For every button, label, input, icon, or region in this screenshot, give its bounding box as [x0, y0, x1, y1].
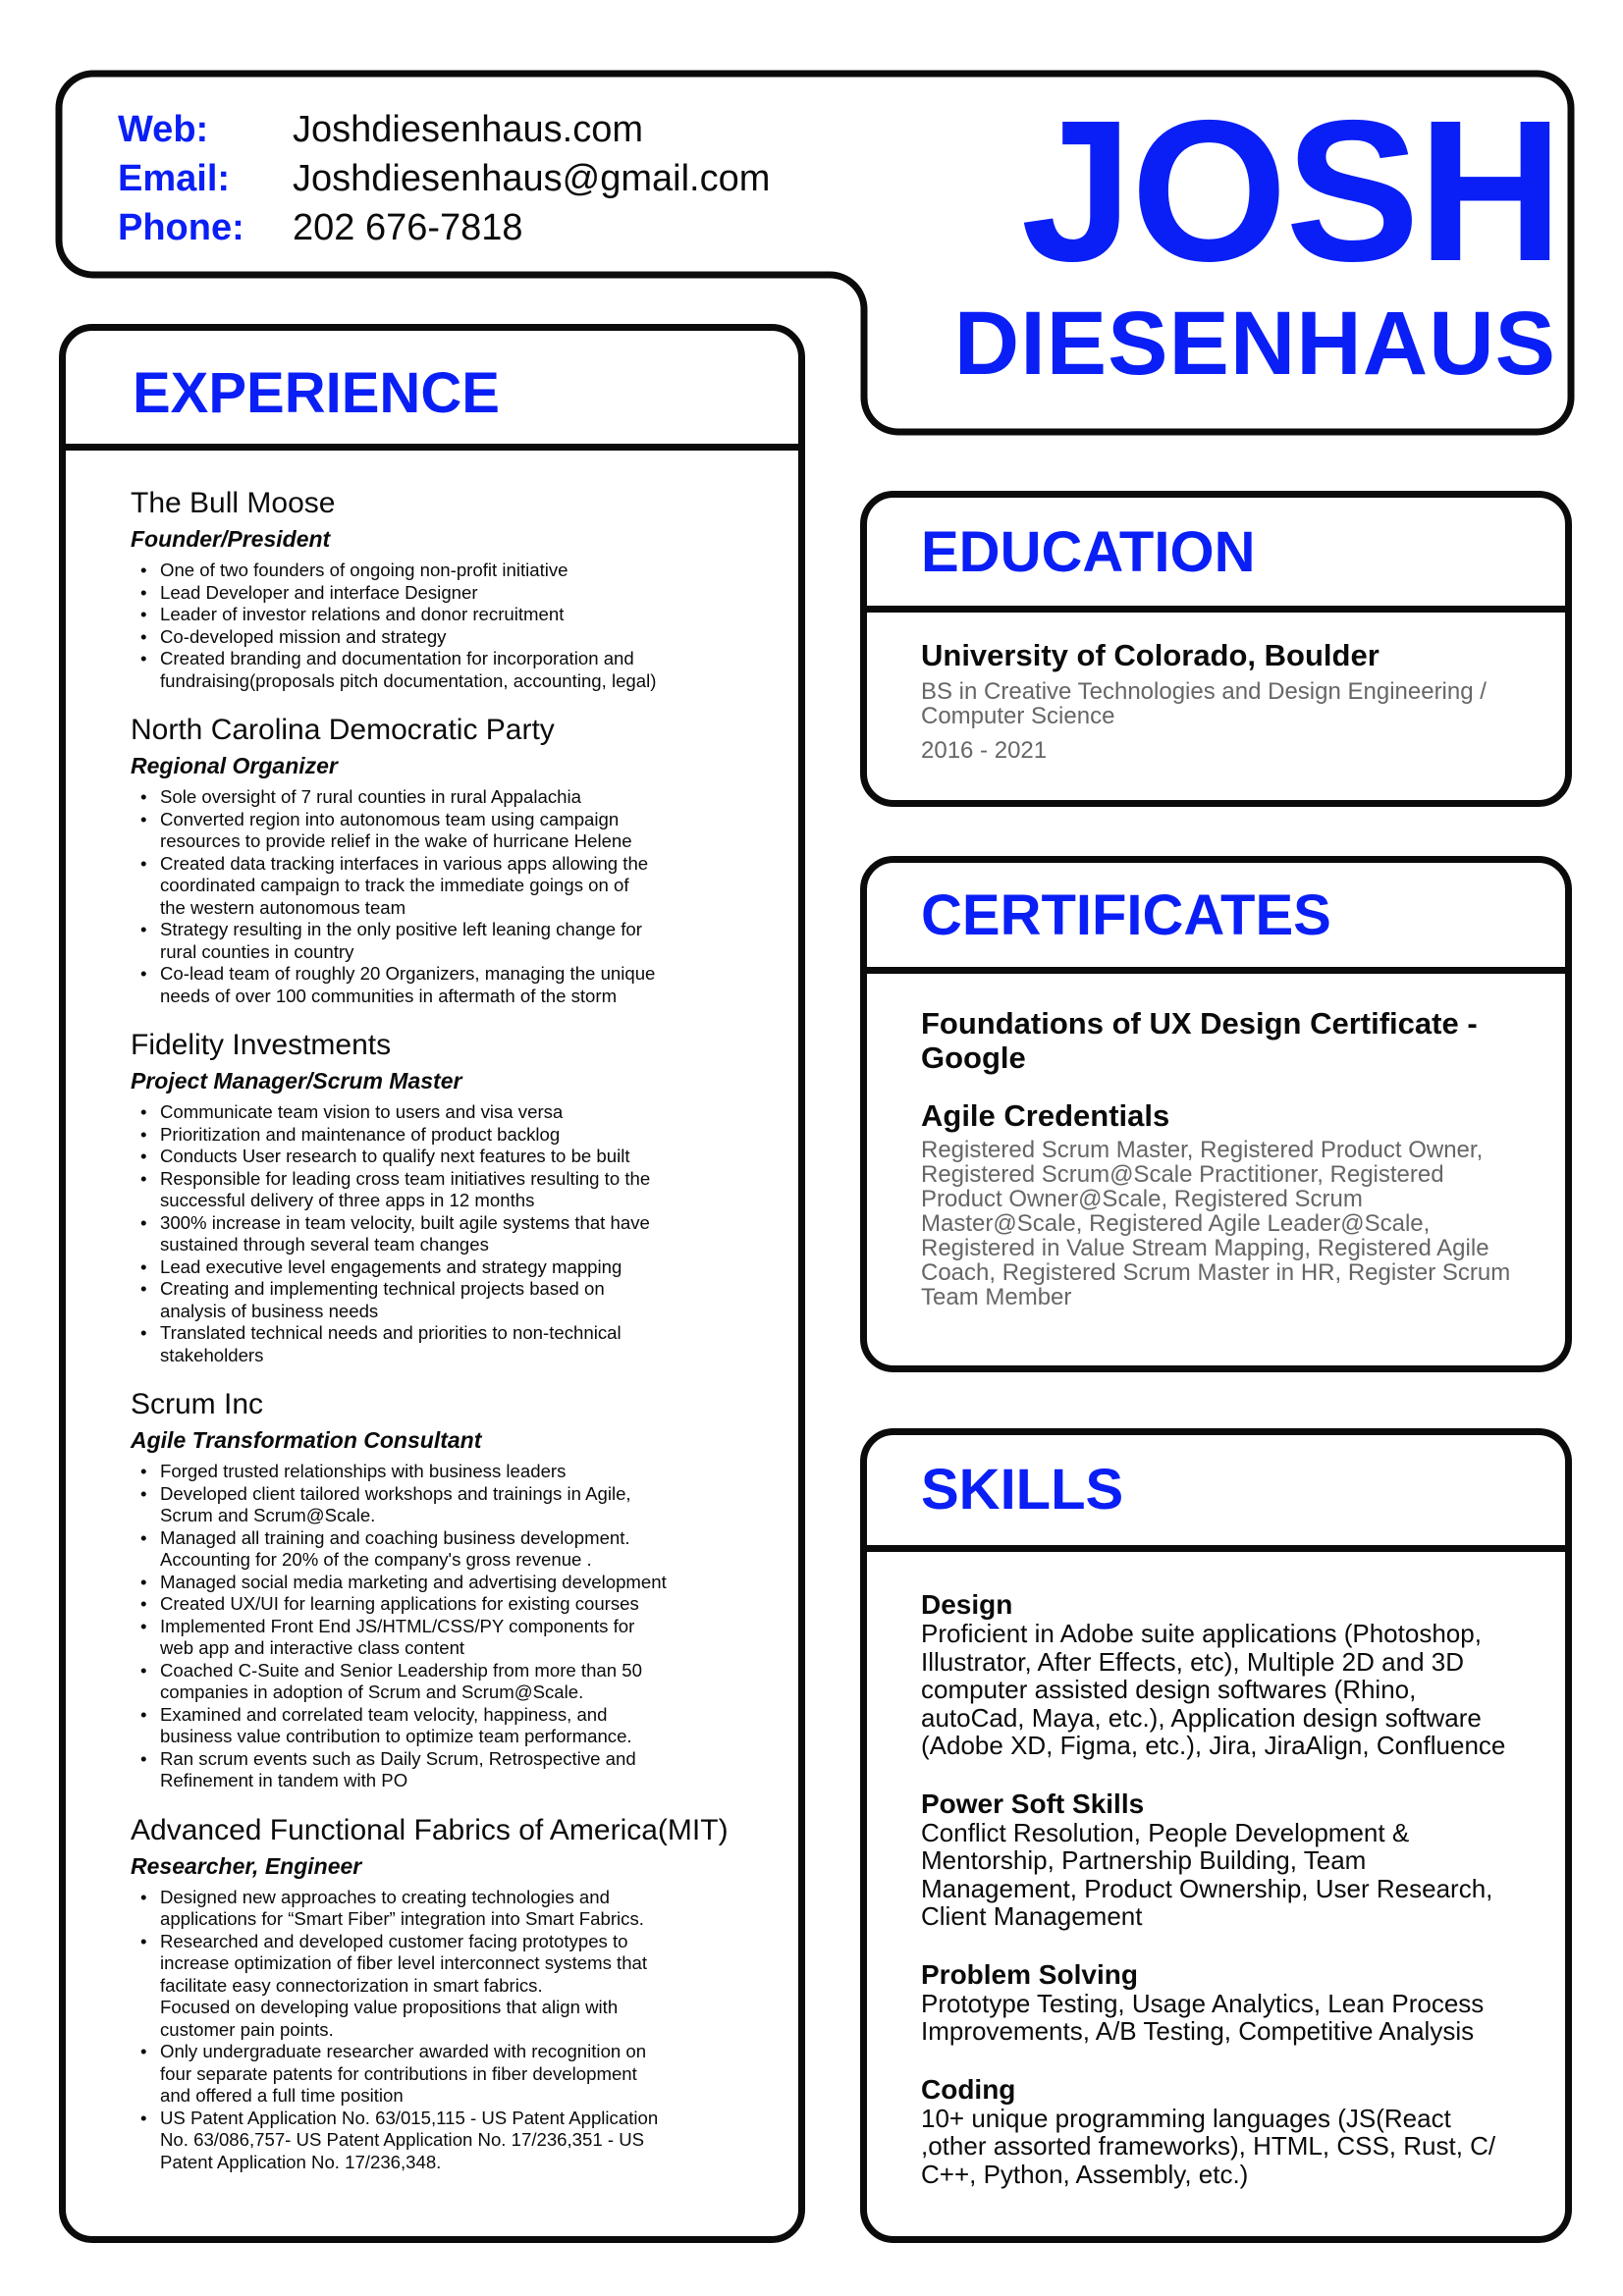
job-bullet: • Researched and developed customer facing prototypes to increase optimization of fiber level interconnect systems that facilitate easy connectorization in smart fabrics. Focused on developing value propositions that align with customer pain points. — [131, 1931, 798, 2042]
job-bullet: • Designed new approaches to creating technologies and applications for “Smart Fiber” integration into Smart Fabrics. — [131, 1887, 798, 1931]
degree: BS in Creative Technologies and Design Engineering / Computer Science — [921, 678, 1487, 729]
certificates-title: CERTIFICATES — [921, 883, 1331, 947]
job-company: North Carolina Democratic Party — [131, 714, 555, 746]
job-bullet: • Only undergraduate researcher awarded with recognition on four separate patents for contributions in fiber development and offered a full time position — [131, 2041, 798, 2108]
education-header — [867, 498, 1565, 613]
cert-ux-google: Foundations of UX Design Certificate - Google — [921, 1006, 1478, 1075]
job-bullet: • Created UX/UI for learning applications for existing courses — [131, 1593, 798, 1616]
job-role: Project Manager/Scrum Master — [131, 1068, 462, 1094]
job-bullet: • Managed social media marketing and advertising development — [131, 1572, 798, 1594]
job-bullet: • Lead executive level engagements and strategy mapping — [131, 1256, 798, 1279]
job-bullet: • US Patent Application No. 63/015,115 - US Patent Application No. 63/086,757- US Patent Application No. 17/236,351 - US Patent Application No. 17/236,348. — [131, 2108, 798, 2174]
experience-header — [66, 331, 798, 451]
name-first: JOSH — [1020, 79, 1561, 303]
skill-head: Coding — [921, 2073, 1016, 2105]
job-bullet: • Lead Developer and interface Designer — [131, 582, 798, 605]
job-bullets — [131, 1101, 798, 1366]
web-link[interactable]: Joshdiesenhaus.com — [293, 109, 643, 150]
job-bullet: • Leader of investor relations and donor recruitment — [131, 604, 798, 626]
job-bullets — [131, 560, 798, 692]
job-company: Scrum Inc — [131, 1388, 264, 1420]
job-bullets — [131, 1887, 798, 2174]
education-title: EDUCATION — [921, 520, 1256, 584]
job-bullets — [131, 786, 798, 1007]
job-bullet: • Examined and correlated team velocity, happiness, and business value contribution to optimize team performance. — [131, 1704, 798, 1748]
skill-head: Power Soft Skills — [921, 1788, 1145, 1819]
job-company: The Bull Moose — [131, 487, 336, 519]
skills-panel — [860, 1428, 1572, 2243]
skill-problem-solving — [921, 1960, 1549, 2046]
job-company: Fidelity Investments — [131, 1029, 392, 1061]
job-bullet: • Conducts User research to qualify next features to be built — [131, 1146, 798, 1168]
skill-head: Design — [921, 1589, 1013, 1620]
certificates-header — [867, 863, 1565, 974]
job-entry — [131, 1812, 798, 2174]
skill-design — [921, 1590, 1549, 1760]
experience-list — [131, 485, 798, 2189]
certificates-panel — [860, 856, 1572, 1372]
phone-number[interactable]: 202 676-7818 — [293, 207, 523, 248]
years: 2016 - 2021 — [921, 737, 1048, 764]
skill-body: Conflict Resolution, People Development & Mentorship, Partnership Building, Team Management, Product Ownership, User Research, Client Management — [921, 1817, 1493, 1931]
job-role: Founder/President — [131, 526, 331, 552]
skills-body — [921, 1590, 1549, 2217]
skill-body: 10+ unique programming languages (JS(React ,other assorted frameworks), HTML, CSS, Rust, C/ C++, Python, Assembly, etc.) — [921, 2103, 1496, 2189]
job-entry — [131, 485, 798, 692]
education-panel — [860, 491, 1572, 807]
email-link[interactable]: Joshdiesenhaus@gmail.com — [293, 158, 771, 199]
email-label: Email: — [118, 158, 231, 199]
job-bullet: • Created data tracking interfaces in various apps allowing the coordinated campaign to track the immediate goings on of the western autonomous team — [131, 853, 798, 920]
skill-head: Problem Solving — [921, 1958, 1138, 1990]
job-bullet: • Implemented Front End JS/HTML/CSS/PY components for web app and interactive class content — [131, 1616, 798, 1660]
job-role: Researcher, Engineer — [131, 1852, 362, 1879]
web-label: Web: — [118, 109, 209, 150]
cert-agile-title: Agile Credentials — [921, 1098, 1170, 1133]
experience-title: EXPERIENCE — [133, 361, 500, 425]
skill-coding — [921, 2075, 1549, 2189]
job-bullet: • Responsible for leading cross team initiatives resulting to the successful delivery of three apps in 12 months — [131, 1168, 798, 1212]
job-entry — [131, 1027, 798, 1366]
job-bullet: • Communicate team vision to users and visa versa — [131, 1101, 798, 1124]
job-role: Agile Transformation Consultant — [131, 1427, 482, 1453]
skill-body: Proficient in Adobe suite applications (Photoshop, Illustrator, After Effects, etc), Multiple 2D and 3D computer assisted design softwares (Rhino, autoCad, Maya, etc.), Application design software (Adobe XD, Figma, etc.), Jira, JiraAlign, Confluence — [921, 1619, 1506, 1760]
job-bullet: • Coached C-Suite and Senior Leadership from more than 50 companies in adoption of Scrum and Scrum@Scale. — [131, 1660, 798, 1704]
job-bullet: • Forged trusted relationships with business leaders — [131, 1461, 798, 1483]
skill-body: Prototype Testing, Usage Analytics, Lean Process Improvements, A/B Testing, Competitive Analysis — [921, 1988, 1485, 2046]
job-bullet: • Prioritization and maintenance of product backlog — [131, 1124, 798, 1147]
skill-soft — [921, 1789, 1549, 1931]
education-body — [921, 638, 1549, 763]
phone-label: Phone: — [118, 207, 244, 248]
job-bullet: • One of two founders of ongoing non-profit initiative — [131, 560, 798, 582]
job-bullet: • Co-developed mission and strategy — [131, 626, 798, 649]
job-bullet: • Created branding and documentation for incorporation and fundraising(proposals pitch documentation, accounting, legal) — [131, 648, 798, 692]
job-entry — [131, 1386, 798, 1792]
experience-panel — [59, 324, 805, 2243]
certificates-body — [921, 1006, 1549, 1309]
job-company: Advanced Functional Fabrics of America(MIT) — [131, 1813, 729, 1846]
cert-agile-list: Registered Scrum Master, Registered Product Owner, Registered Scrum@Scale Practitioner, Registered Product Owner@Scale, Registered Scrum Master@Scale, Registered Agile Leader@Scale, Registered in Value Stream Mapping, Registered Agile Coach, Registered Scrum Master in HR, Register Scrum Team Member — [921, 1137, 1511, 1310]
job-bullet: • Strategy resulting in the only positive left leaning change for rural counties in country — [131, 919, 798, 963]
job-bullet: • Developed client tailored workshops and trainings in Agile, Scrum and Scrum@Scale. — [131, 1483, 798, 1527]
name-last: DIESENHAUS — [953, 294, 1556, 394]
school-name: University of Colorado, Boulder — [921, 638, 1380, 672]
job-bullet: • Translated technical needs and priorities to non-technical stakeholders — [131, 1322, 798, 1366]
job-bullet: • Sole oversight of 7 rural counties in rural Appalachia — [131, 786, 798, 809]
job-bullet: • Ran scrum events such as Daily Scrum, Retrospective and Refinement in tandem with PO — [131, 1748, 798, 1792]
job-entry — [131, 712, 798, 1007]
job-bullet: • 300% increase in team velocity, built agile systems that have sustained through several team changes — [131, 1212, 798, 1256]
job-role: Regional Organizer — [131, 753, 338, 778]
job-bullet: • Co-lead team of roughly 20 Organizers, managing the unique needs of over 100 communities in aftermath of the storm — [131, 963, 798, 1007]
job-bullet: • Managed all training and coaching business development. Accounting for 20% of the company's gross revenue . — [131, 1527, 798, 1572]
job-bullet: • Converted region into autonomous team using campaign resources to provide relief in the wake of hurricane Helene — [131, 809, 798, 853]
skills-header — [867, 1435, 1565, 1552]
job-bullet: • Creating and implementing technical projects based on analysis of business needs — [131, 1278, 798, 1322]
job-bullets — [131, 1461, 798, 1792]
skills-title: SKILLS — [921, 1458, 1124, 1522]
